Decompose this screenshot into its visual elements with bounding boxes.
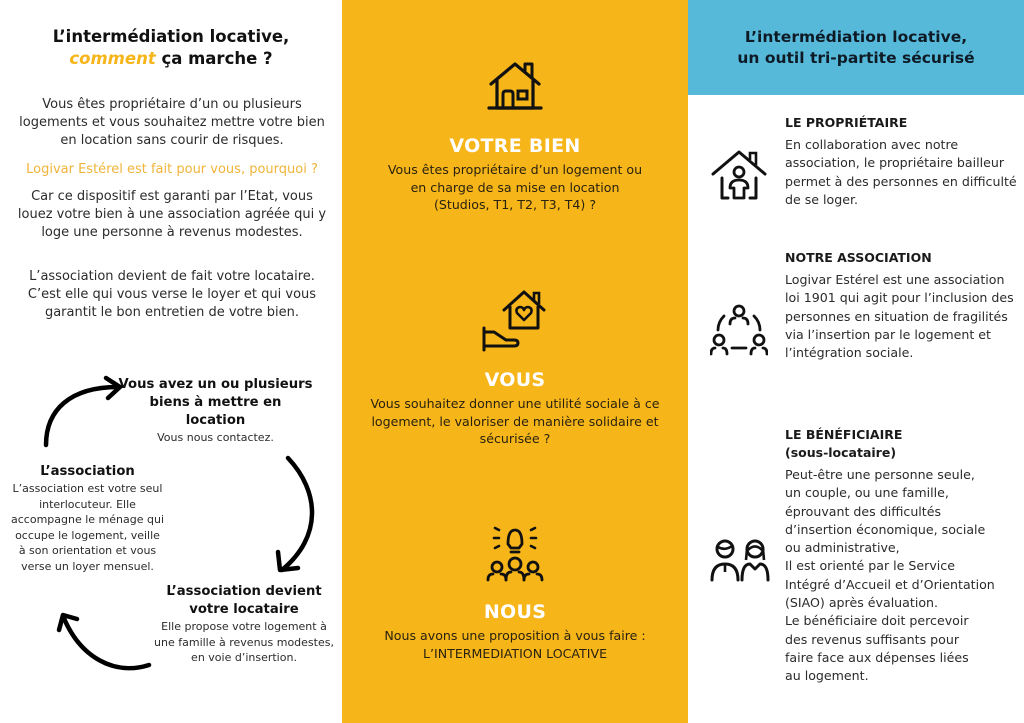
cycle-step-desc: Elle propose votre logement à une famille à revenus modestes, en voie d’insertion. xyxy=(154,620,334,664)
section-beneficiaire xyxy=(785,426,1021,686)
owner-house-icon xyxy=(710,148,768,204)
left-title-rest: ça marche ? xyxy=(155,49,273,68)
text-line: éprouvant des difficultés xyxy=(785,503,942,519)
left-column xyxy=(0,0,342,723)
cycle-step-desc: L’association est votre seul interlocuteur. Elle accompagne le ménage qui occupe le logement, veille à son orientation et vous verse un loyer mensuel. xyxy=(11,482,164,573)
cycle-step-title: L’association xyxy=(40,464,135,479)
text-line: ou administrative, xyxy=(785,540,900,556)
arrow-up-left-icon xyxy=(55,608,155,673)
left-title-accent: comment xyxy=(69,49,156,68)
block-text: Vous souhaitez donner une utilité sociale à ce logement, le valoriser de manière solidaire et sécurisée ? xyxy=(370,396,660,446)
right-header-line1: L’intermédiation locative, xyxy=(744,27,968,46)
text-line: Peut-être une personne seule, xyxy=(785,467,975,482)
arrow-down-left-icon xyxy=(270,452,330,577)
right-header-line2: un outil tri-partite sécurisé xyxy=(737,48,975,67)
text-line: un couple, ou une famille, xyxy=(785,485,949,501)
block-vous xyxy=(342,288,688,448)
text-line: d’insertion économique, sociale xyxy=(785,521,986,537)
block-heading: VOUS xyxy=(484,369,546,391)
text-line: (SIAO) après évaluation. xyxy=(785,595,939,611)
cycle-step-contact xyxy=(118,376,313,446)
section-title: LE BÉNÉFICIAIRE xyxy=(785,427,903,442)
section-subtitle: (sous-locataire) xyxy=(785,445,897,460)
text-line: des revenus suffisants pour xyxy=(785,631,960,647)
section-title: LE PROPRIÉTAIRE xyxy=(785,115,908,130)
highlight-text: Logivar Estérel est fait pour vous, pourquoi ? xyxy=(26,162,318,177)
block-text: Nous avons une proposition à vous faire : L’INTERMEDIATION LOCATIVE xyxy=(384,628,646,661)
right-column xyxy=(688,0,1024,723)
block-heading: VOTRE BIEN xyxy=(449,135,581,157)
block-nous xyxy=(342,524,688,662)
house-icon xyxy=(485,60,545,112)
arrow-up-right-icon xyxy=(40,375,125,450)
text-line: Le bénéficiaire doit percevoir xyxy=(785,613,969,629)
section-text: En collaboration avec notre association, le propriétaire bailleur permet à des personnes en difficulté de se loger. xyxy=(785,137,1017,207)
middle-column xyxy=(342,0,688,723)
reason-text: Car ce dispositif est garanti par l’Etat, vous louez votre bien à une association agréée qui y loge une personne à revenus modestes. xyxy=(17,189,327,240)
left-title xyxy=(0,26,342,70)
section-association xyxy=(785,249,1021,362)
section-proprietaire xyxy=(785,114,1021,209)
hand-house-heart-icon xyxy=(480,288,550,354)
text-line: Intégré d’Accueil et d’Orientation xyxy=(785,576,995,592)
block-votre-bien xyxy=(342,60,688,214)
cycle-step-title: Vous avez un ou plusieurs biens à mettre en location xyxy=(118,377,313,428)
tenant-note-text: L’association devient de fait votre locataire. C’est elle qui vous verse le loyer et qui vous garantit le bon entretien de votre bien. xyxy=(27,269,317,320)
block-text: Vous êtes propriétaire d’un logement ou en charge de sa mise en location (Studios, T1, T2, T3, T4) ? xyxy=(387,162,643,212)
text-line: faire face aux dépenses liées xyxy=(785,649,969,665)
right-header xyxy=(688,0,1024,95)
left-title-line1: L’intermédiation locative, xyxy=(52,27,290,46)
intro-text: Vous êtes propriétaire d’un ou plusieurs logements et vous souhaitez mettre votre bien en location sans courir de risques. xyxy=(19,97,325,148)
text-line: au logement. xyxy=(785,668,869,684)
cycle-step-tenant xyxy=(154,583,334,666)
section-title: NOTRE ASSOCIATION xyxy=(785,250,932,265)
section-text: Logivar Estérel est une association loi 1901 qui agit pour l’inclusion des personnes en situation de fragilités via l’insertion par le logement et l’intégration sociale. xyxy=(785,272,1014,361)
section-text xyxy=(785,466,1021,686)
cycle-step-desc: Vous nous contactez. xyxy=(157,431,274,444)
association-network-icon xyxy=(710,302,768,360)
text-line: Il est orienté par le Service xyxy=(785,558,955,574)
cycle-step-title: L’association devient votre locataire xyxy=(166,584,322,617)
right-header-title xyxy=(737,27,974,69)
cycle-step-association xyxy=(10,463,165,574)
beneficiaries-icon xyxy=(710,538,770,584)
block-heading: NOUS xyxy=(483,601,547,623)
idea-team-icon xyxy=(485,524,545,584)
